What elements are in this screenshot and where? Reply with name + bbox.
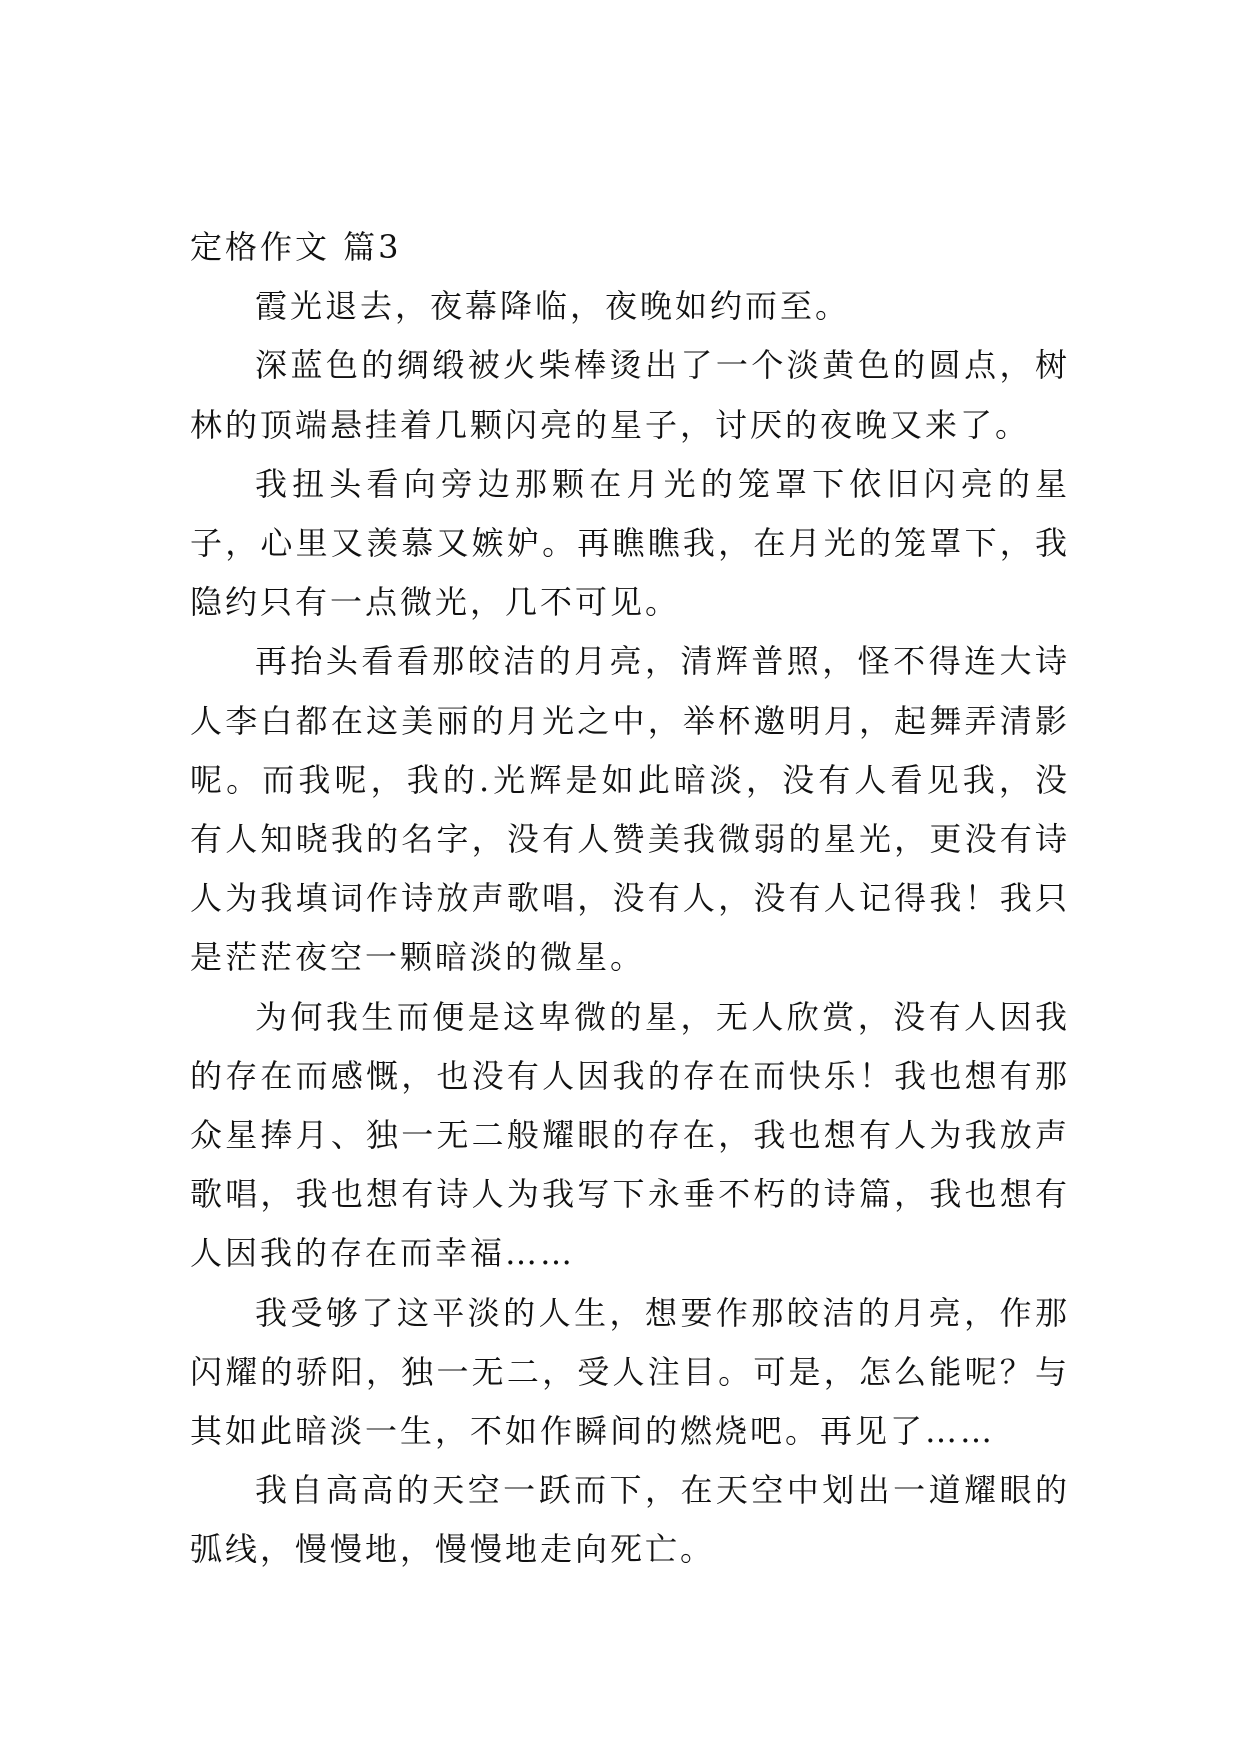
paragraph: 为何我生而便是这卑微的星，无人欣赏，没有人因我的存在而感慨，也没有人因我的存在而快乐！我也想有那众星捧月、独一无二般耀眼的存在，我也想有人为我放声歌唱，我也想有诗人为我写下永垂不朽的诗篇，我也想有人因我的存在而幸福……	[190, 997, 1070, 1273]
paragraph: 再抬头看看那皎洁的月亮，清辉普照，怪不得连大诗人李白都在这美丽的月光之中，举杯邀明月，起舞弄清影呢。而我呢，我的.光辉是如此暗淡，没有人看见我，没有人知晓我的名字，没有人赞美我微弱的星光，更没有诗人为我填词作诗放声歌唱，没有人，没有人记得我！我只是茫茫夜空一颗暗淡的微星。	[190, 642, 1070, 977]
document-title: 定格作文 篇3	[190, 228, 402, 266]
paragraph: 深蓝色的绸缎被火柴棒烫出了一个淡黄色的圆点，树林的顶端悬挂着几颗闪亮的星子，讨厌的夜晚又来了。	[190, 346, 1070, 444]
paragraph: 霞光退去，夜幕降临，夜晚如约而至。	[255, 287, 851, 326]
paragraph: 我自高高的天空一跃而下，在天空中划出一道耀眼的弧线，慢慢地，慢慢地走向死亡。	[190, 1471, 1070, 1569]
paragraph: 我受够了这平淡的人生，想要作那皎洁的月亮，作那闪耀的骄阳，独一无二，受人注目。可是，怎么能呢？与其如此暗淡一生，不如作瞬间的燃烧吧。再见了……	[190, 1293, 1070, 1451]
document-body	[190, 218, 1070, 1580]
paragraph: 我扭头看向旁边那颗在月光的笼罩下依旧闪亮的星子，心里又羡慕又嫉妒。再瞧瞧我，在月光的笼罩下，我隐约只有一点微光，几不可见。	[190, 464, 1070, 622]
